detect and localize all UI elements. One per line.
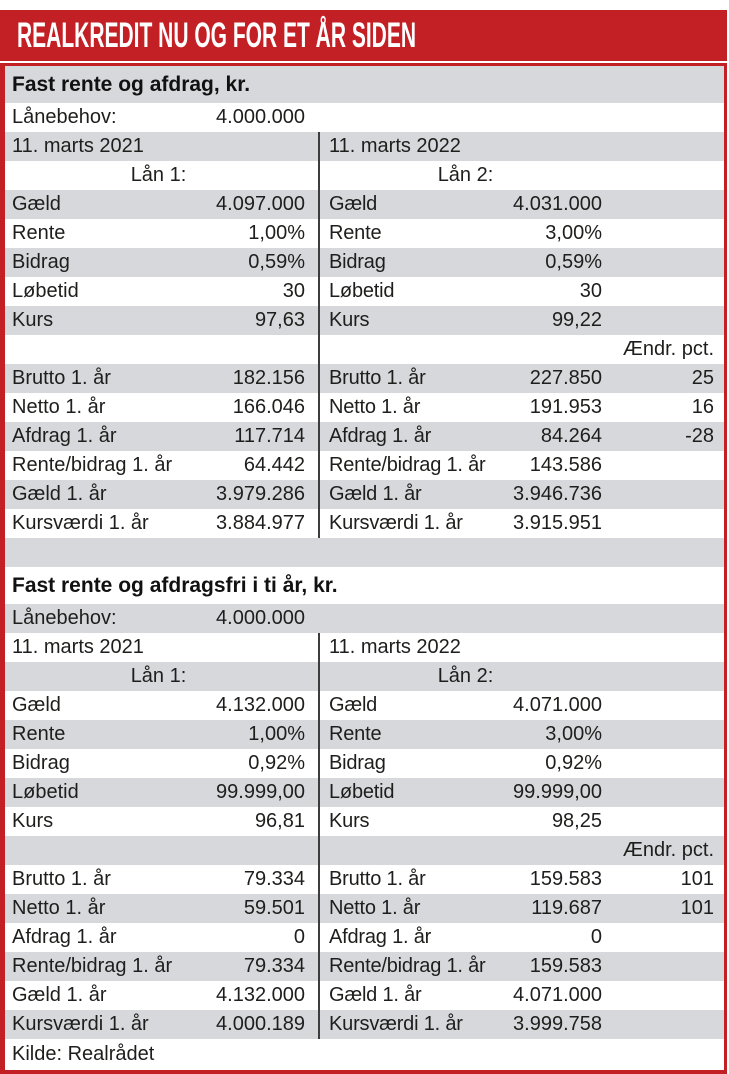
- loan-2021-cell: [5, 865, 318, 894]
- table-row: [5, 190, 724, 219]
- section-fast-rente-og-afdrag: [5, 66, 724, 567]
- loan-2021-cell: [5, 393, 318, 422]
- loan-2022-cell: [318, 306, 724, 335]
- row-label: Brutto 1. år: [329, 367, 426, 389]
- table-panel: [0, 63, 727, 1074]
- row-value-2021: 1,00%: [248, 723, 305, 745]
- table-row: [5, 393, 724, 422]
- row-label: Løbetid: [329, 280, 395, 302]
- section-fast-rente-og-afdragsfri: [5, 567, 724, 1070]
- row-value-2021: 4.132.000: [216, 694, 305, 716]
- date-2022: 11. marts 2022: [329, 636, 461, 658]
- row-label: Netto 1. år: [329, 897, 421, 919]
- row-value-2022: 159.583: [529, 868, 602, 890]
- loan-2021-cell: [5, 720, 318, 749]
- row-label: Afdrag 1. år: [329, 425, 432, 447]
- row-label: Rente/bidrag 1. år: [329, 454, 486, 476]
- loan-2021-cell: [5, 894, 318, 923]
- loan-need-row: [5, 103, 724, 132]
- loan-2021-cell: [5, 807, 318, 836]
- loan-label-row: [5, 662, 724, 691]
- row-label: Kurs: [329, 810, 370, 832]
- loan1-cell: [5, 662, 318, 691]
- spacer-row: [5, 538, 724, 567]
- row-label: Kurs: [12, 309, 54, 331]
- loan-2021-cell: [5, 422, 318, 451]
- loan-2022-cell: [318, 807, 724, 836]
- row-value-2022: 30: [579, 280, 602, 302]
- row-value-2022: 0: [590, 926, 602, 948]
- row-label: Rente: [329, 723, 382, 745]
- source-note: Kilde: Realrådet: [12, 1043, 155, 1065]
- loan-2022-cell: [318, 190, 724, 219]
- change-pct-header: Ændr. pct.: [622, 839, 714, 861]
- empty-cell: [318, 604, 724, 633]
- loan-2022-cell: [318, 480, 724, 509]
- row-label: Kursværdi 1. år: [12, 512, 149, 534]
- table-row: [5, 720, 724, 749]
- section-heading-row: [5, 66, 724, 103]
- loan-2021-cell: [5, 952, 318, 981]
- table-row: [5, 981, 724, 1010]
- loan-2022-cell: [318, 393, 724, 422]
- table-row: [5, 248, 724, 277]
- row-value-2022: 0,59%: [545, 251, 602, 273]
- loan-need-cell: [5, 103, 318, 132]
- row-value-2022: 4.071.000: [513, 984, 602, 1006]
- table-row: [5, 306, 724, 335]
- row-label: Gæld 1. år: [329, 984, 422, 1006]
- row-label: Løbetid: [12, 781, 79, 803]
- row-label: Rente/bidrag 1. år: [329, 955, 486, 977]
- section-heading-row: [5, 567, 724, 604]
- change-header-row: [5, 836, 724, 865]
- change-pct-value: 25: [691, 367, 714, 389]
- empty-cell: [318, 103, 724, 132]
- row-value-2021: 4.132.000: [216, 984, 305, 1006]
- title-bar: [0, 10, 727, 61]
- loan-2022-cell: [318, 364, 724, 393]
- row-value-2022: 3,00%: [545, 723, 602, 745]
- row-value-2022: 3.915.951: [513, 512, 602, 534]
- table-row: [5, 480, 724, 509]
- loan-2022-cell: [318, 277, 724, 306]
- row-value-2021: 30: [282, 280, 305, 302]
- empty-cell: [5, 836, 318, 865]
- row-label: Gæld 1. år: [12, 483, 107, 505]
- row-value-2021: 166.046: [232, 396, 305, 418]
- loan-need-cell: [5, 604, 318, 633]
- row-value-2022: 191.953: [529, 396, 602, 418]
- table-row: [5, 277, 724, 306]
- loan-need-row: [5, 604, 724, 633]
- loan-2022-cell: [318, 952, 724, 981]
- table-row: [5, 923, 724, 952]
- loan1-cell: [5, 161, 318, 190]
- loan2-label: Lån 2:: [437, 665, 494, 687]
- table-row: [5, 451, 724, 480]
- loan-need-label: Lånebehov:: [12, 607, 117, 629]
- loan-2021-cell: [5, 248, 318, 277]
- loan2-cell: [318, 161, 724, 190]
- loan-2022-cell: [318, 720, 724, 749]
- empty-cell: [5, 335, 318, 364]
- row-label: Rente: [329, 222, 382, 244]
- row-label: Kursværdi 1. år: [329, 512, 463, 534]
- change-pct-value: -28: [685, 425, 714, 447]
- row-value-2022: 3.999.758: [513, 1013, 602, 1035]
- row-value-2022: 0,92%: [545, 752, 602, 774]
- row-value-2022: 99,22: [551, 309, 602, 331]
- change-pct-value: 101: [680, 897, 714, 919]
- row-label: Løbetid: [12, 280, 79, 302]
- date-2022-cell: [318, 633, 724, 662]
- row-value-2022: 98,25: [551, 810, 602, 832]
- row-value-2021: 99.999,00: [216, 781, 305, 803]
- table-row: [5, 1010, 724, 1039]
- loan-2021-cell: [5, 691, 318, 720]
- row-value-2021: 4.000.189: [216, 1013, 305, 1035]
- loan-2022-cell: [318, 865, 724, 894]
- change-header-row: [5, 335, 724, 364]
- row-value-2022: 99.999,00: [513, 781, 602, 803]
- change-pct-value: 101: [680, 868, 714, 890]
- table-row: [5, 509, 724, 538]
- row-value-2021: 4.097.000: [216, 193, 305, 215]
- page-title: REALKREDIT NU OG FOR ET ÅR SIDEN: [17, 16, 417, 55]
- row-value-2022: 4.031.000: [513, 193, 602, 215]
- loan-label-row: [5, 161, 724, 190]
- row-value-2021: 0,59%: [248, 251, 305, 273]
- row-label: Gæld: [12, 694, 61, 716]
- loan-need-value: 4.000.000: [216, 106, 305, 128]
- date-2022-cell: [318, 132, 724, 161]
- row-value-2022: 4.071.000: [513, 694, 602, 716]
- source-row: [5, 1039, 724, 1070]
- loan-2022-cell: [318, 691, 724, 720]
- table-row: [5, 952, 724, 981]
- row-value-2022: 143.586: [529, 454, 602, 476]
- row-label: Netto 1. år: [329, 396, 421, 418]
- loan-2022-cell: [318, 509, 724, 538]
- row-value-2022: 227.850: [529, 367, 602, 389]
- section-heading: Fast rente og afdrag, kr.: [12, 72, 251, 96]
- row-label: Gæld 1. år: [12, 984, 107, 1006]
- row-label: Gæld: [12, 193, 61, 215]
- loan-2021-cell: [5, 277, 318, 306]
- loan-2021-cell: [5, 923, 318, 952]
- row-label: Bidrag: [12, 251, 70, 273]
- date-row: [5, 633, 724, 662]
- row-label: Brutto 1. år: [12, 868, 111, 890]
- loan-2021-cell: [5, 509, 318, 538]
- date-2021-cell: [5, 633, 318, 662]
- table-row: [5, 749, 724, 778]
- row-label: Kursværdi 1. år: [12, 1013, 149, 1035]
- row-value-2021: 97,63: [254, 309, 305, 331]
- row-label: Kurs: [329, 309, 370, 331]
- row-label: Netto 1. år: [12, 897, 106, 919]
- loan-2022-cell: [318, 422, 724, 451]
- row-value-2021: 117.714: [234, 425, 305, 447]
- row-label: Brutto 1. år: [329, 868, 426, 890]
- loan-2021-cell: [5, 1010, 318, 1039]
- row-label: Kursværdi 1. år: [329, 1013, 463, 1035]
- row-label: Løbetid: [329, 781, 395, 803]
- loan-2021-cell: [5, 981, 318, 1010]
- loan-2022-cell: [318, 219, 724, 248]
- row-label: Bidrag: [329, 752, 386, 774]
- change-header-cell: [318, 335, 724, 364]
- row-value-2021: 64.442: [243, 454, 305, 476]
- row-label: Gæld 1. år: [329, 483, 422, 505]
- row-value-2022: 84.264: [540, 425, 602, 447]
- loan-2022-cell: [318, 1010, 724, 1039]
- row-label: Brutto 1. år: [12, 367, 111, 389]
- row-label: Kurs: [12, 810, 54, 832]
- row-value-2021: 59.501: [243, 897, 305, 919]
- loan-2022-cell: [318, 981, 724, 1010]
- row-label: Bidrag: [12, 752, 70, 774]
- table-row: [5, 807, 724, 836]
- row-value-2022: 3,00%: [545, 222, 602, 244]
- loan-2022-cell: [318, 749, 724, 778]
- table-row: [5, 364, 724, 393]
- loan-2021-cell: [5, 190, 318, 219]
- row-label: Gæld: [329, 694, 378, 716]
- row-value-2021: 0: [293, 926, 305, 948]
- loan-2022-cell: [318, 778, 724, 807]
- loan2-cell: [318, 662, 724, 691]
- row-value-2022: 119.687: [531, 897, 602, 919]
- loan-2022-cell: [318, 894, 724, 923]
- loan1-label: Lån 1:: [130, 164, 187, 186]
- loan-2021-cell: [5, 451, 318, 480]
- loan1-label: Lån 1:: [130, 665, 187, 687]
- row-value-2021: 3.884.977: [216, 512, 305, 534]
- date-2022: 11. marts 2022: [329, 135, 461, 157]
- table-row: [5, 219, 724, 248]
- row-label: Rente: [12, 222, 66, 244]
- date-2021: 11. marts 2021: [12, 636, 144, 658]
- row-label: Netto 1. år: [12, 396, 106, 418]
- loan-2021-cell: [5, 749, 318, 778]
- date-row: [5, 132, 724, 161]
- change-pct-value: 16: [691, 396, 714, 418]
- row-label: Rente/bidrag 1. år: [12, 955, 173, 977]
- row-label: Bidrag: [329, 251, 386, 273]
- date-2021: 11. marts 2021: [12, 135, 144, 157]
- row-value-2021: 79.334: [243, 868, 305, 890]
- row-value-2021: 182.156: [232, 367, 305, 389]
- row-value-2021: 3.979.286: [216, 483, 305, 505]
- loan-need-label: Lånebehov:: [12, 106, 117, 128]
- loan-2022-cell: [318, 923, 724, 952]
- date-2021-cell: [5, 132, 318, 161]
- loan-2022-cell: [318, 248, 724, 277]
- loan-2021-cell: [5, 219, 318, 248]
- change-header-cell: [318, 836, 724, 865]
- row-value-2021: 79.334: [243, 955, 305, 977]
- table-row: [5, 422, 724, 451]
- row-value-2021: 0,92%: [248, 752, 305, 774]
- row-value-2021: 1,00%: [248, 222, 305, 244]
- row-label: Afdrag 1. år: [12, 425, 117, 447]
- table-row: [5, 894, 724, 923]
- table-row: [5, 778, 724, 807]
- section-heading: Fast rente og afdragsfri i ti år, kr.: [12, 573, 338, 597]
- loan-need-value: 4.000.000: [216, 607, 305, 629]
- loan-2022-cell: [318, 451, 724, 480]
- table-row: [5, 691, 724, 720]
- loan2-label: Lån 2:: [437, 164, 494, 186]
- row-label: Afdrag 1. år: [329, 926, 432, 948]
- row-value-2022: 3.946.736: [513, 483, 602, 505]
- loan-2021-cell: [5, 778, 318, 807]
- row-label: Gæld: [329, 193, 378, 215]
- row-label: Rente/bidrag 1. år: [12, 454, 173, 476]
- row-value-2022: 159.583: [529, 955, 602, 977]
- change-pct-header: Ændr. pct.: [622, 338, 714, 360]
- table-row: [5, 865, 724, 894]
- loan-2021-cell: [5, 480, 318, 509]
- row-label: Afdrag 1. år: [12, 926, 117, 948]
- row-value-2021: 96,81: [254, 810, 305, 832]
- loan-2021-cell: [5, 364, 318, 393]
- row-label: Rente: [12, 723, 66, 745]
- loan-2021-cell: [5, 306, 318, 335]
